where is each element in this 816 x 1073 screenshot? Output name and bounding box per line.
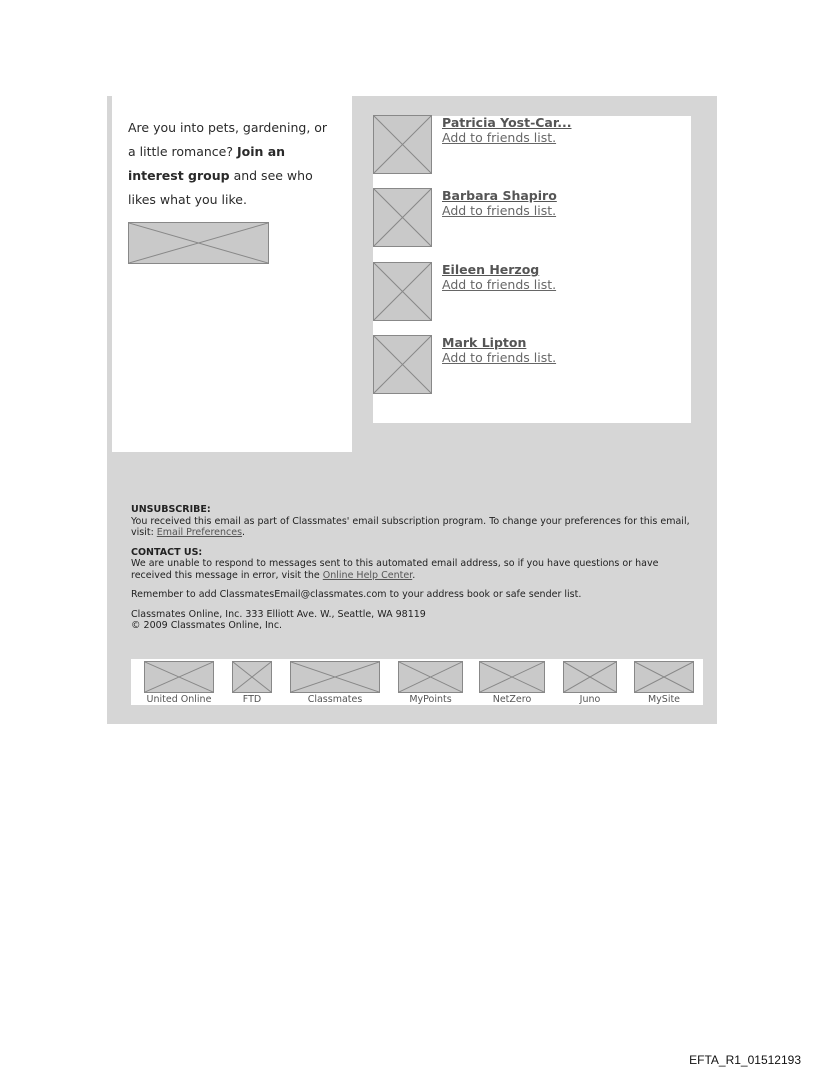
contact-end: .: [412, 569, 416, 581]
promo-text-start: Are you into pets, gardening, or a little romance?: [128, 120, 328, 159]
add-to-friends-link[interactable]: Add to friends list.: [442, 350, 557, 365]
copyright: © 2009 Classmates Online, Inc.: [131, 620, 283, 631]
logo-caption: FTD: [242, 694, 262, 705]
interest-group-promo: [128, 116, 338, 212]
add-to-friends-link[interactable]: Add to friends list.: [442, 277, 557, 292]
add-to-friends-link[interactable]: Add to friends list.: [442, 203, 557, 218]
online-help-center-link[interactable]: Online Help Center: [322, 569, 413, 581]
logo-image-placeholder: [634, 661, 694, 693]
logo-juno[interactable]: [563, 659, 617, 705]
friend-item: [373, 335, 691, 395]
partner-logos-bar: [131, 659, 703, 705]
company-address: Classmates Online, Inc. 333 Elliott Ave. W., Seattle, WA 98119: [131, 608, 426, 620]
logo-image-placeholder: [290, 661, 380, 693]
friend-name-link[interactable]: Mark Lipton: [442, 335, 527, 350]
email-footer: [131, 504, 691, 632]
contact-text: We are unable to respond to messages sent to this automated email address, so if you have questions or have received this message in error, visit the: [131, 558, 659, 581]
logo-image-placeholder: [479, 661, 545, 693]
logo-image-placeholder: [232, 661, 272, 693]
join-interest-group-link[interactable]: Join an interest group: [128, 144, 286, 183]
unsubscribe-text: You received this email as part of Classmates' email subscription program. To change your preferences for this email, visit:: [131, 515, 690, 538]
safe-sender-reminder: Remember to add ClassmatesEmail@classmates.com to your address book or safe sender list.: [131, 589, 582, 600]
friend-item: [373, 115, 691, 175]
friend-item: [373, 262, 691, 322]
friend-photo-placeholder[interactable]: [373, 262, 432, 321]
logo-caption: United Online: [146, 694, 212, 705]
logo-image-placeholder: [398, 661, 463, 693]
logo-image-placeholder: [144, 661, 214, 693]
logo-caption: NetZero: [492, 694, 532, 705]
logo-mysite[interactable]: [634, 659, 694, 705]
logo-image-placeholder: [563, 661, 617, 693]
logo-ftd[interactable]: [232, 659, 272, 705]
unsubscribe-block: [131, 504, 691, 539]
logo-caption: Juno: [579, 694, 601, 705]
friend-name-link[interactable]: Barbara Shapiro: [442, 188, 557, 203]
logo-classmates[interactable]: [290, 659, 380, 705]
friend-item: [373, 188, 691, 248]
document-id: EFTA_R1_01512193: [689, 1053, 801, 1067]
contact-block: [131, 547, 691, 582]
email-preferences-link[interactable]: Email Preferences: [156, 527, 243, 538]
logo-mypoints[interactable]: [398, 659, 463, 705]
unsubscribe-heading: UNSUBSCRIBE:: [131, 504, 211, 515]
logo-united-online[interactable]: [144, 659, 214, 705]
logo-caption: MyPoints: [409, 694, 452, 705]
logo-netzero[interactable]: [479, 659, 545, 705]
friend-name-link[interactable]: Eileen Herzog: [442, 262, 540, 277]
friend-photo-placeholder[interactable]: [373, 335, 432, 394]
friend-name-link[interactable]: Patricia Yost-Car...: [442, 115, 572, 130]
interest-group-image-placeholder[interactable]: [128, 222, 269, 264]
friend-photo-placeholder[interactable]: [373, 115, 432, 174]
unsubscribe-end: .: [242, 527, 246, 538]
contact-heading: CONTACT US:: [131, 546, 203, 558]
logo-caption: MySite: [647, 694, 681, 705]
friend-photo-placeholder[interactable]: [373, 188, 432, 247]
promo-text-end: and see who likes what you like.: [128, 168, 313, 207]
add-to-friends-link[interactable]: Add to friends list.: [442, 130, 557, 145]
logo-caption: Classmates: [307, 694, 363, 705]
